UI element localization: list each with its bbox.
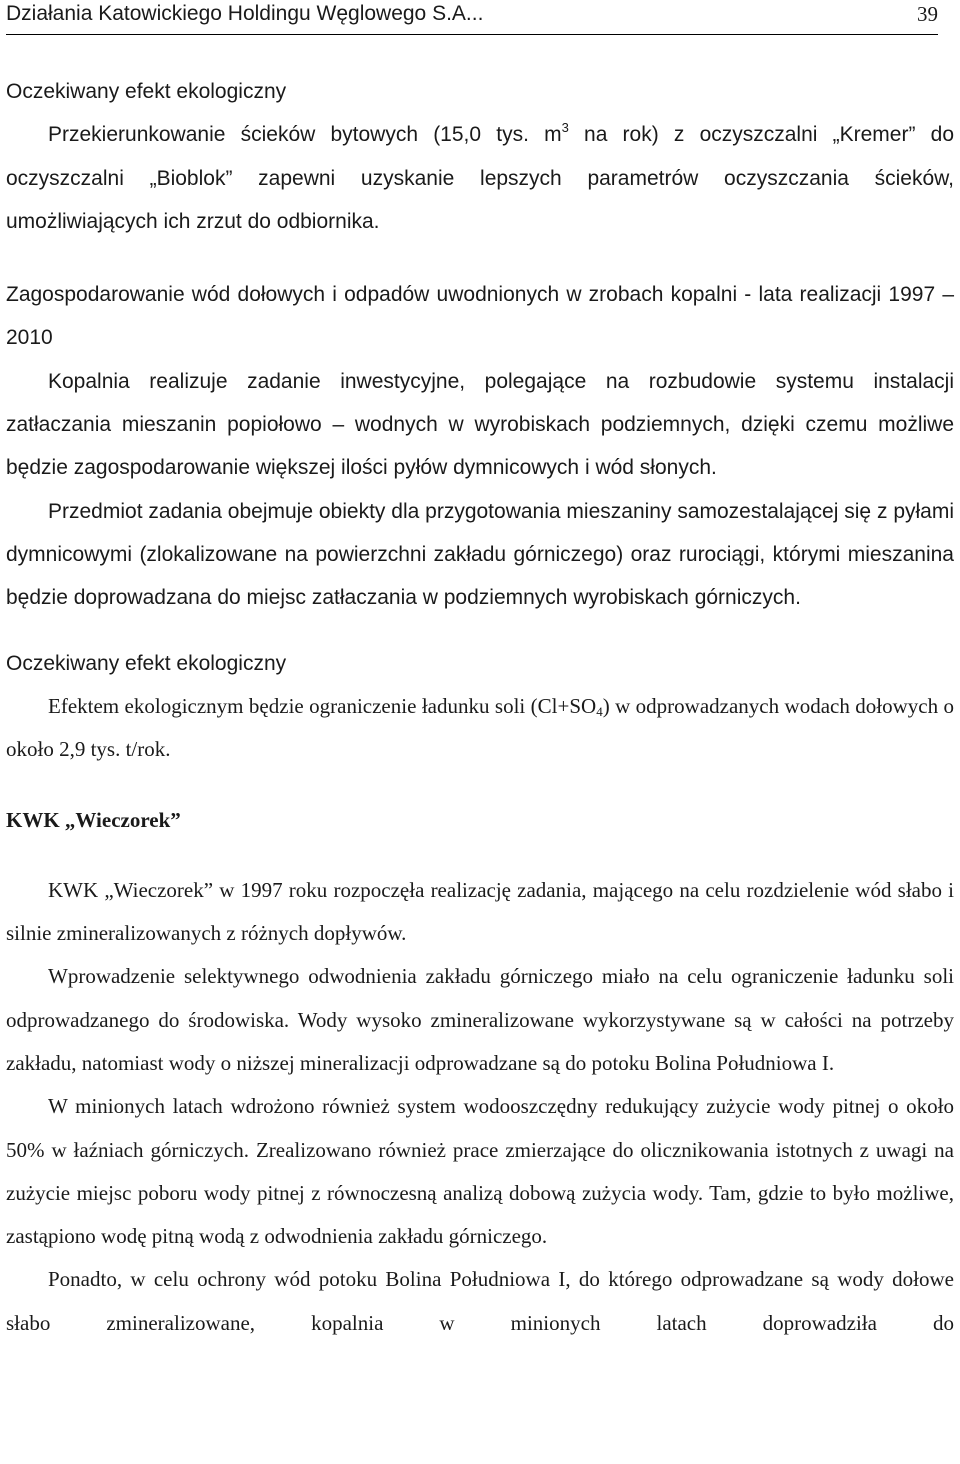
- subscript: 4: [596, 703, 603, 719]
- paragraph-salt-reduction: [6, 685, 954, 772]
- paragraph-wastewater-redirect: [6, 113, 954, 243]
- text-run: Efektem ekologicznym będzie ograniczenie ładunku soli (Cl+SO: [48, 693, 597, 718]
- paragraph-water-saving-system: W minionych latach wdrożono również system wodooszczędny redukujący zużycie wody pitnej o około 50% w łaźniach górniczych. Zrealizowano również prace zmierzające do olicznikowania istotnych z uwagi na zużycie miejsc poboru wody pitnej z równoczesną analizą dobową zużycia wody. Tam, gdzie to było możliwe, zastąpiono wodę pitną wodą z odwodnienia zakładu górniczego.: [6, 1094, 954, 1249]
- page-number: 39: [917, 2, 938, 26]
- text-run: Przekierunkowanie ścieków bytowych (15,0 tys. m: [48, 123, 562, 147]
- paragraph-investment-task: Kopalnia realizuje zadanie inwestycyjne, polegające na rozbudowie systemu instalacji zatłaczania mieszanin popiołowo – wodnych w wyrobiskach podziemnych, dzięki czemu możliwe będzie zagospodarowanie większej ilości pyłów dymnicowych i wód słonych.: [6, 369, 954, 480]
- superscript: 3: [561, 120, 569, 136]
- section-heading-kwk-wieczorek: KWK „Wieczorek”: [6, 808, 181, 833]
- section-heading-ecological-effect-2: Oczekiwany efekt ekologiczny: [6, 651, 287, 675]
- paragraph-water-separation: KWK „Wieczorek” w 1997 roku rozpoczęła realizację zadania, mającego na celu rozdzielenie wód słabo i silnie zmineralizowanych z różnych dopływów.: [6, 877, 954, 946]
- document-body: [6, 70, 954, 1345]
- paragraph-task-scope: Przedmiot zadania obejmuje obiekty dla przygotowania mieszaniny samozestalającej się z pyłami dymnicowymi (zlokalizowane na powierzchni zakładu górniczego) oraz rurociągi, którymi mieszanina będzie doprowadzana do miejsc zatłaczania w podziemnych wyrobiskach górniczych.: [6, 499, 954, 610]
- text-run: ) w odprowadzanych wodach dołowych o około 2,9 tys. t/rok.: [6, 693, 954, 762]
- page-header: [6, 0, 938, 35]
- section-heading-ecological-effect-1: Oczekiwany efekt ekologiczny: [6, 80, 287, 103]
- text-run: na rok) z oczyszczalni „Kremer” do oczyszczalni „Bioblok” zapewni uzyskanie lepszych parametrów oczyszczania ścieków, umożliwiających ich zrzut do odbiornika.: [6, 123, 954, 233]
- paragraph-bolina-protection: Ponadto, w celu ochrony wód potoku Bolina Południowa I, do którego odprowadzane są wody dołowe słabo zmineralizowane, kopalnia w minionych latach doprowadziła do: [6, 1267, 954, 1335]
- paragraph-selective-drainage: Wprowadzenie selektywnego odwodnienia zakładu górniczego miało na celu ograniczenie ładunku soli odprowadzanego do środowiska. Wody wysoko zmineralizowane wykorzystywane są w całości na potrzeby zakładu, natomiast wody o niższej mineralizacji odprowadzane są do potoku Bolina Południowa I.: [6, 964, 954, 1075]
- running-title: Działania Katowickiego Holdingu Węglowego S.A...: [6, 2, 484, 25]
- section-heading-mine-water-management: Zagospodarowanie wód dołowych i odpadów uwodnionych w zrobach kopalni - lata realizacji 1997 – 2010: [6, 283, 954, 350]
